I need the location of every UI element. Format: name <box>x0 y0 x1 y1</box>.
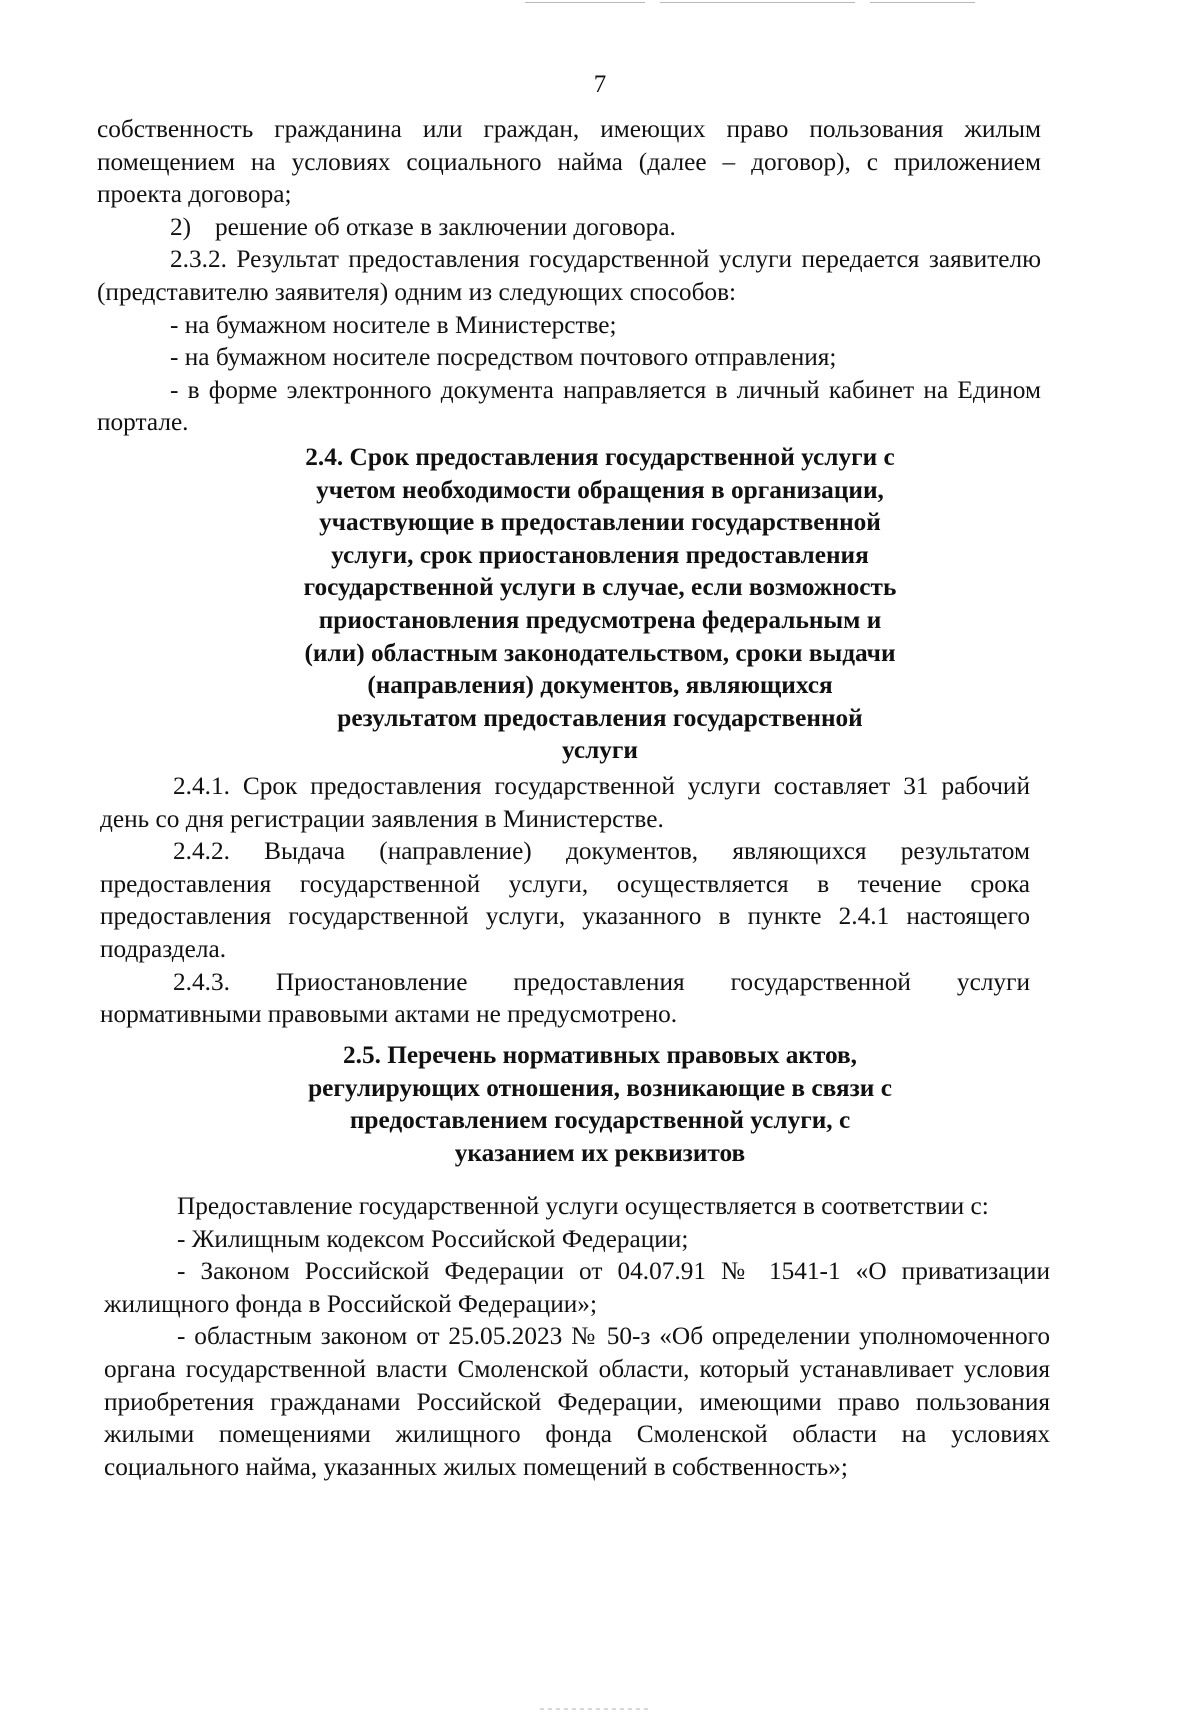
bullet-housing-code: - Жилищным кодексом Российской Федерации; <box>177 1224 689 1253</box>
list-item-number: 2) <box>170 212 192 241</box>
heading-line: указанием их реквизитов <box>454 1138 746 1167</box>
paragraph-result-contract: собственность гражданина или граждан, имеющих право пользования жилым помещением на условиях социального найма (далее – договор), с приложением проекта договора; <box>97 115 1041 209</box>
heading-line: предоставлением государственной услуги, с <box>349 1106 851 1135</box>
list-item-text: решение об отказе в заключении договора. <box>215 212 676 241</box>
heading-line: приостановления предусмотрена федеральным и <box>318 605 882 634</box>
heading-line: (или) областным законодательством, сроки выдачи <box>304 638 896 667</box>
section-continuation <box>97 113 1041 439</box>
bullet-paper-ministry: - на бумажном носителе в Министерстве; <box>170 310 617 339</box>
section-2-4-body <box>100 770 1030 1031</box>
heading-line: услуги <box>561 736 638 765</box>
heading-line: результатом предоставления государственной <box>337 703 863 732</box>
heading-line: государственной услуги в случае, если возможность <box>303 573 897 602</box>
paragraph-intro: Предоставление государственной услуги осуществляется в соответствии с: <box>177 1192 989 1220</box>
paragraph-2-4-3: 2.4.3. Приостановление предоставления государственной услуги нормативными правовыми актами не предусмотрено. <box>100 967 1030 1029</box>
heading-2-4 <box>0 441 1200 767</box>
heading-line: регулирующих отношения, возникающие в связи с <box>308 1073 892 1102</box>
bullet-privatization-law: - Законом Российской Федерации от 04.07.91 № 1541-1 «О приватизации жилищного фонда в Российской Федерации»; <box>104 1257 1050 1318</box>
heading-line: 2.4. Срок предоставления государственной услуги с <box>305 443 895 471</box>
paragraph-2-3-2: 2.3.2. Результат предоставления государственной услуги передается заявителю (представителю заявителя) одним из следующих способов: <box>97 245 1041 306</box>
scan-artifact-bottom <box>540 1708 650 1710</box>
heading-2-5 <box>0 1039 1200 1169</box>
section-2-5-body <box>104 1190 1050 1483</box>
bullet-electronic: - в форме электронного документа направляется в личный кабинет на Едином портале. <box>97 375 1041 437</box>
bullet-regional-law: - областным законом от 25.05.2023 № 50-з «Об определении уполномоченного органа государственной власти Смоленской области, который устанавливает условия приобретения гражданами Российской Федерации, имеющими право пользования жилыми помещениями жилищного фонда Смоленской области на условиях социального найма, указанных жилых помещений в собственность»; <box>104 1322 1050 1481</box>
bullet-paper-post: - на бумажном носителе посредством почтового отправления; <box>170 343 837 372</box>
heading-line: учетом необходимости обращения в организации, <box>316 475 884 504</box>
heading-line: (направления) документов, являющихся <box>367 671 833 700</box>
page-number: 7 <box>593 71 607 98</box>
scan-artifact-top <box>525 2 975 3</box>
paragraph-2-4-2: 2.4.2. Выдача (направление) документов, являющихся результатом предоставления государственной услуги, осуществляется в течение срока предоставления государственной услуги, указанного в пункте 2.4.1 настоящего подраздела. <box>100 837 1030 963</box>
paragraph-2-4-1: 2.4.1. Срок предоставления государственной услуги составляет 31 рабочий день со дня регистрации заявления в Министерстве. <box>100 772 1030 833</box>
heading-line: участвующие в предоставлении государственной <box>319 508 881 537</box>
heading-line: 2.5. Перечень нормативных правовых актов, <box>342 1041 858 1069</box>
list-item-refusal <box>97 211 1041 244</box>
heading-line: услуги, срок приостановления предоставления <box>331 540 869 569</box>
